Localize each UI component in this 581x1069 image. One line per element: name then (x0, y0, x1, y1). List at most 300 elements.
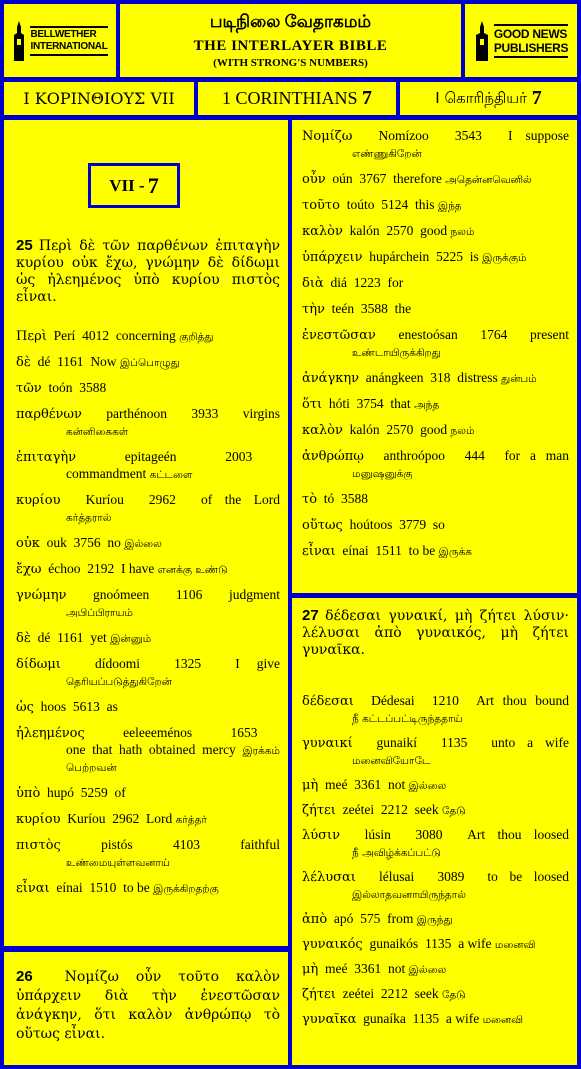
strongs-number: 3080 (415, 827, 443, 842)
english-gloss: I suppose (507, 128, 570, 143)
greek-word: καλὸν (302, 224, 343, 239)
tamil-line (16, 673, 280, 690)
entry-line (302, 693, 569, 710)
entry-line (16, 656, 280, 673)
entry-line (302, 517, 445, 532)
english-gloss: so (432, 517, 445, 532)
greek-word: κυρίου (16, 812, 61, 827)
strongs-number: 3361 (354, 961, 382, 976)
entry-line (302, 223, 474, 238)
english-gloss: one that hath obtained mercy (66, 742, 236, 757)
transliteration: échoo (48, 561, 81, 576)
tamil-gloss: தேடு (441, 805, 466, 817)
tamil-gloss: இருக்கிறதற்கு (153, 883, 219, 895)
tamil-gloss: இப்பொழுது (119, 357, 180, 369)
transliteration: oún (332, 171, 353, 186)
verse-greek-text: Περὶ δὲ τῶν παρθένων ἐπιταγὴν κυρίου οὐκ ἔχω, γνώμην δὲ δίδωμι ὡς ἠλεημένος ὑπὸ κυρίου πιστὸς εἶναι. (16, 238, 280, 305)
greek-word: εἶναι (302, 544, 336, 559)
entry-line (302, 301, 411, 316)
english-gloss: a wife (445, 1011, 480, 1026)
verse-27-panel (292, 598, 577, 1065)
transliteration: gnoómeen (93, 587, 150, 602)
greek-word: γνώμην (16, 588, 67, 603)
greek-word: δὲ (16, 631, 31, 646)
word-entry (302, 936, 569, 953)
book-title-greek: I ΚΟΡΙΝΘΙΟΥΣ VII (4, 82, 194, 115)
tamil-gloss: எனக்கு உண்டு (157, 564, 228, 576)
greek-word: λέλυσαι (302, 870, 356, 885)
entry-line (16, 630, 151, 645)
word-entry (302, 223, 569, 240)
english-gloss: of (114, 785, 126, 800)
tamil-line (302, 710, 569, 727)
strongs-number: 3767 (359, 171, 387, 186)
entry-line (302, 869, 569, 886)
strongs-number: 5613 (72, 699, 100, 714)
english-gloss: this (414, 197, 435, 212)
gloss-line (16, 742, 280, 776)
greek-word: ζήτει (302, 803, 336, 818)
english-gloss: good (420, 223, 448, 238)
greek-word: πιστὸς (16, 838, 61, 853)
tamil-gloss: இந்த (437, 200, 462, 212)
strongs-number: 1135 (412, 1011, 440, 1026)
strongs-number: 3588 (341, 491, 369, 506)
word-entry (302, 802, 569, 819)
tamil-gloss: மனுஷனுக்கு (352, 468, 413, 480)
entry-line (16, 880, 219, 895)
word-list-27 (302, 693, 569, 1028)
word-entry (16, 656, 280, 690)
word-entry (302, 249, 569, 266)
verse-number: 27 (302, 607, 319, 624)
verse-26-text (16, 968, 280, 1044)
strongs-number: 3588 (360, 301, 388, 316)
title-english: THE INTERLAYER BIBLE (193, 38, 388, 54)
transliteration: meé (325, 777, 348, 792)
greek-word: γυναικί (302, 736, 353, 751)
greek-word: λύσιν (302, 828, 341, 843)
tamil-line (302, 145, 569, 162)
strongs-number: 1135 (440, 735, 468, 750)
transliteration: Kuríou (67, 811, 106, 826)
greek-word: ὑπάρχειν (302, 250, 363, 265)
transliteration: meé (325, 961, 348, 976)
greek-word: μὴ (302, 962, 319, 977)
strongs-number: 2570 (386, 223, 414, 238)
transliteration: hupárchein (369, 249, 430, 264)
tamil-gloss: கர்த்தரால் (66, 512, 112, 524)
word-entry (16, 699, 280, 716)
english-gloss: faithful (240, 837, 281, 852)
tamil-gloss: கட்டளை (149, 469, 193, 481)
greek-word: Νομίζω (302, 129, 353, 144)
word-entry (302, 275, 569, 292)
transliteration: teén (331, 301, 355, 316)
word-entry (302, 777, 569, 794)
tamil-gloss: நலம் (450, 226, 475, 238)
tamil-gloss: நலம் (450, 425, 475, 437)
greek-word: δέδεσαι (302, 694, 354, 709)
english-gloss: not (388, 961, 406, 976)
word-entry (302, 961, 569, 978)
strongs-number: 2570 (386, 422, 414, 437)
strongs-number: 444 (464, 448, 485, 463)
greek-word: οὖν (302, 172, 326, 187)
strongs-number: 4103 (172, 837, 200, 852)
strongs-number: 2962 (112, 811, 140, 826)
greek-word: δὲ (16, 355, 31, 370)
strongs-number: 2003 (225, 449, 253, 464)
entry-line (302, 1011, 523, 1026)
tamil-gloss: நீ அவிழ்க்கப்பட்டு (352, 847, 441, 859)
word-entry (16, 725, 280, 776)
greek-word: τὸ (302, 492, 318, 507)
english-gloss: to be (123, 880, 150, 895)
greek-word: εἶναι (16, 881, 50, 896)
strongs-number: 1223 (353, 275, 381, 290)
strongs-number: 5225 (435, 249, 463, 264)
verse-27-text (302, 608, 569, 659)
verse-26-words-panel (292, 120, 577, 593)
transliteration: diá (330, 275, 347, 290)
entry-line (302, 543, 472, 558)
entry-line (16, 535, 162, 550)
transliteration: zeétei (342, 802, 375, 817)
tamil-gloss: அந்த (414, 399, 440, 411)
transliteration: Nomízoo (378, 128, 429, 143)
strongs-number: 575 (360, 911, 381, 926)
strongs-number: 4012 (82, 328, 110, 343)
book-title-tamil (400, 82, 577, 115)
entry-line (16, 561, 228, 576)
transliteration: ouk (46, 535, 67, 550)
tamil-gloss: இல்லை (408, 964, 447, 976)
word-entry (302, 911, 569, 928)
tamil-gloss: தேடு (441, 989, 466, 1001)
verse-25-text (16, 238, 280, 306)
greek-word: ἔχω (16, 562, 42, 577)
logo-text-line2: PUBLISHERS (493, 40, 569, 55)
tamil-line (302, 886, 569, 903)
bellwether-logo (4, 4, 116, 77)
transliteration: eínai (56, 880, 83, 895)
strongs-number: 1161 (57, 354, 84, 369)
verse-greek-text: Νομίζω οὖν τοῦτο καλὸν ὑπάρχειν διὰ τὴν ἐνεστῶσαν ἀνάγκην, ὅτι καλὸν ἀνθρώπῳ τὸ οὕτως εἶναι. (16, 969, 281, 1042)
transliteration: pistós (101, 837, 133, 852)
word-entry (16, 837, 280, 871)
transliteration: kalón (349, 223, 380, 238)
transliteration: zeétei (342, 986, 375, 1001)
entry-line (302, 802, 466, 817)
verse-number: 25 (16, 237, 33, 254)
transliteration: lélusai (378, 869, 415, 884)
book-name-tamil: I கொரிந்தியர் (435, 88, 527, 107)
tamil-line (16, 854, 280, 871)
word-entry (16, 811, 280, 828)
word-entry (302, 827, 569, 861)
tamil-line (302, 844, 569, 861)
greek-word: οὐκ (16, 536, 40, 551)
transliteration: eínai (342, 543, 369, 558)
greek-word: γυναῖκα (302, 1012, 357, 1027)
book-name-english: 1 CORINTHIANS (221, 88, 358, 108)
strongs-number: 3361 (354, 777, 382, 792)
transliteration: gunaikós (369, 936, 419, 951)
tamil-gloss: கர்த்தர் (175, 814, 207, 826)
transliteration: Kuríou (85, 492, 124, 507)
greek-word: ὡς (16, 700, 34, 715)
tamil-gloss: இருக்கும் (482, 252, 527, 264)
verse-number: 26 (16, 968, 33, 985)
subtitle: (WITH STRONG'S NUMBERS) (213, 57, 368, 69)
tamil-gloss: கன்னிகைகள் (66, 426, 129, 438)
tamil-gloss: மனைவியோடே (352, 755, 431, 767)
book-title-english (198, 82, 396, 115)
strongs-number: 1511 (375, 543, 402, 558)
word-entry (16, 630, 280, 647)
transliteration: gunaíka (363, 1011, 406, 1026)
entry-line (302, 197, 462, 212)
greek-word: διὰ (302, 276, 324, 291)
greek-word: ἀπὸ (302, 912, 328, 927)
strongs-number: 3756 (73, 535, 101, 550)
entry-line (302, 735, 569, 752)
strongs-number: 3089 (437, 869, 465, 884)
english-gloss: Lord (146, 811, 173, 826)
english-gloss: seek (414, 802, 439, 817)
strongs-number: 1325 (174, 656, 202, 671)
english-gloss: I give (235, 656, 280, 671)
strongs-number: 2192 (87, 561, 115, 576)
english-gloss: to be loosed (487, 869, 569, 884)
transliteration: Perí (53, 328, 76, 343)
tamil-gloss: மனைவி (482, 1014, 524, 1026)
entry-line (302, 936, 535, 951)
tamil-gloss: குறித்து (179, 331, 214, 343)
greek-word: ἀνθρώπῳ (302, 449, 364, 464)
entry-line (302, 827, 569, 844)
strongs-number: 1653 (230, 725, 258, 740)
verse-greek-text: δέδεσαι γυναικί, μὴ ζήτει λύσιν· λέλυσαι ἀπὸ γυναικός, μὴ ζήτει γυναῖκα. (302, 608, 570, 658)
word-entry (302, 370, 569, 387)
word-entry (302, 128, 569, 162)
word-entry (302, 197, 569, 214)
transliteration: epitageén (124, 449, 177, 464)
entry-line (302, 491, 375, 506)
transliteration: anthroópoo (383, 448, 445, 463)
tamil-gloss: துன்பம் (501, 373, 537, 385)
title-tamil: படிநிலை வேதாகமம் (209, 12, 372, 31)
english-gloss: from (387, 911, 414, 926)
transliteration: gunaikí (376, 735, 418, 750)
greek-word: δίδωμι (16, 657, 61, 672)
greek-word: καλὸν (302, 423, 343, 438)
word-entry (302, 448, 569, 482)
english-gloss: no (107, 535, 121, 550)
tamil-gloss: மனைவி (494, 939, 536, 951)
english-gloss: the (394, 301, 412, 316)
tamil-gloss: தெரியப்படுத்துகிறேன் (66, 676, 172, 688)
tamil-gloss: எண்ணுகிறேன் (352, 148, 422, 160)
strongs-number: 3933 (191, 406, 219, 421)
tamil-gloss: இருக்க (438, 546, 473, 558)
english-gloss: Now (90, 354, 117, 369)
entry-line (16, 725, 280, 742)
tower-icon (474, 21, 490, 61)
transliteration: anángkeen (365, 370, 424, 385)
transliteration: hóti (328, 396, 350, 411)
transliteration: hoos (40, 699, 67, 714)
tamil-gloss: நீ கட்டப்பட்டிருந்ததாய் (352, 713, 463, 725)
word-entry (302, 869, 569, 903)
strongs-number: 5259 (80, 785, 108, 800)
strongs-number: 5124 (381, 197, 409, 212)
entry-line (302, 422, 474, 437)
tamil-gloss: இல்லை (408, 780, 447, 792)
word-entry (302, 422, 569, 439)
strongs-number: 2962 (148, 492, 176, 507)
english-gloss: that (390, 396, 411, 411)
greek-word: Περὶ (16, 329, 47, 344)
entry-line (16, 785, 126, 800)
word-entry (302, 396, 569, 413)
word-entry (302, 517, 569, 534)
tamil-line (16, 509, 280, 526)
strongs-number: 2212 (380, 802, 408, 817)
english-gloss: virgins (242, 406, 281, 421)
entry-line (302, 370, 537, 385)
word-entry (16, 492, 280, 526)
english-gloss: as (106, 699, 118, 714)
transliteration: hupó (47, 785, 75, 800)
greek-word: γυναικός (302, 937, 363, 952)
word-entry (16, 561, 280, 578)
english-gloss: for a man (504, 448, 570, 463)
word-entry (16, 328, 280, 345)
word-entry (302, 171, 569, 188)
tamil-gloss: இருந்து (416, 914, 453, 926)
transliteration: tó (323, 491, 335, 506)
word-entry (16, 785, 280, 802)
greek-word: τοῦτο (302, 198, 340, 213)
english-gloss: is (469, 249, 479, 264)
greek-word: οὕτως (302, 518, 343, 533)
entry-line (302, 249, 527, 264)
logo-text-line1: GOOD NEWS (493, 26, 568, 41)
verse-25-panel (4, 120, 288, 946)
entry-line (16, 328, 213, 343)
strongs-number: 1161 (57, 630, 84, 645)
entry-line (302, 128, 569, 145)
bell-tower-icon (12, 21, 26, 61)
word-entry (302, 1011, 569, 1028)
tamil-gloss: அபிப்பிராயம் (66, 607, 133, 619)
english-gloss: unto a wife (491, 735, 570, 750)
strongs-number: 1210 (431, 693, 459, 708)
word-entry (302, 491, 569, 508)
entry-line (16, 449, 280, 466)
strongs-number: 2212 (380, 986, 408, 1001)
chapter-roman: VII - (109, 175, 145, 195)
word-entry (16, 354, 280, 371)
entry-line (16, 587, 280, 604)
word-entry (302, 301, 569, 318)
english-gloss: seek (414, 986, 439, 1001)
greek-word: παρθένων (16, 407, 82, 422)
english-gloss: commandment (66, 466, 147, 481)
word-entry (16, 587, 280, 621)
chapter-number-tamil: 7 (531, 87, 542, 109)
english-gloss: for (387, 275, 404, 290)
greek-word: ὑπὸ (16, 786, 41, 801)
strongs-number: 3754 (356, 396, 384, 411)
tamil-line (302, 344, 569, 361)
english-gloss: Art thou loosed (467, 827, 570, 842)
greek-word: ἐνεστῶσαν (302, 328, 376, 343)
transliteration: lúsin (364, 827, 391, 842)
strongs-number: 3779 (399, 517, 427, 532)
word-list-25 (16, 328, 280, 897)
tamil-line (302, 752, 569, 769)
strongs-number: 3543 (454, 128, 482, 143)
logo-text-line2: INTERNATIONAL (30, 40, 108, 52)
entry-line (302, 911, 453, 926)
entry-line (16, 492, 280, 509)
entry-line (302, 275, 403, 290)
logo-text-line1: BELLWETHER (30, 28, 97, 40)
english-gloss: Art thou bound (476, 693, 570, 708)
strongs-number: 1510 (89, 880, 117, 895)
entry-line (16, 354, 180, 369)
verse-26-panel (4, 952, 288, 1065)
greek-word: μὴ (302, 778, 319, 793)
word-entry (16, 380, 280, 397)
entry-line (302, 327, 569, 344)
transliteration: apó (333, 911, 354, 926)
transliteration: parthénoon (106, 406, 168, 421)
good-news-logo (465, 4, 577, 77)
title-block (120, 4, 461, 77)
transliteration: dídoomi (95, 656, 141, 671)
entry-line (302, 986, 466, 1001)
english-gloss: a wife (458, 936, 492, 951)
chapter-number-english: 7 (362, 87, 372, 109)
entry-line (16, 380, 113, 395)
entry-line (16, 406, 280, 423)
english-gloss: not (388, 777, 406, 792)
transliteration: toúto (346, 197, 375, 212)
transliteration: Dédesai (371, 693, 415, 708)
word-entry (302, 986, 569, 1003)
english-gloss: I have (120, 561, 155, 576)
transliteration: toón (48, 380, 73, 395)
english-gloss: yet (90, 630, 107, 645)
tamil-line (302, 465, 569, 482)
english-gloss: distress (457, 370, 498, 385)
word-entry (16, 406, 280, 440)
word-entry (16, 880, 280, 897)
english-gloss: good (420, 422, 448, 437)
tamil-gloss: இல்லாதவனாயிருந்தால் (352, 889, 466, 901)
entry-line (16, 811, 207, 826)
tamil-gloss: அதென்னவெனில் (445, 174, 532, 186)
word-entry (302, 543, 569, 560)
transliteration: enestoósan (398, 327, 458, 342)
transliteration: dé (37, 630, 51, 645)
word-entry (302, 327, 569, 361)
transliteration: kalón (349, 422, 380, 437)
